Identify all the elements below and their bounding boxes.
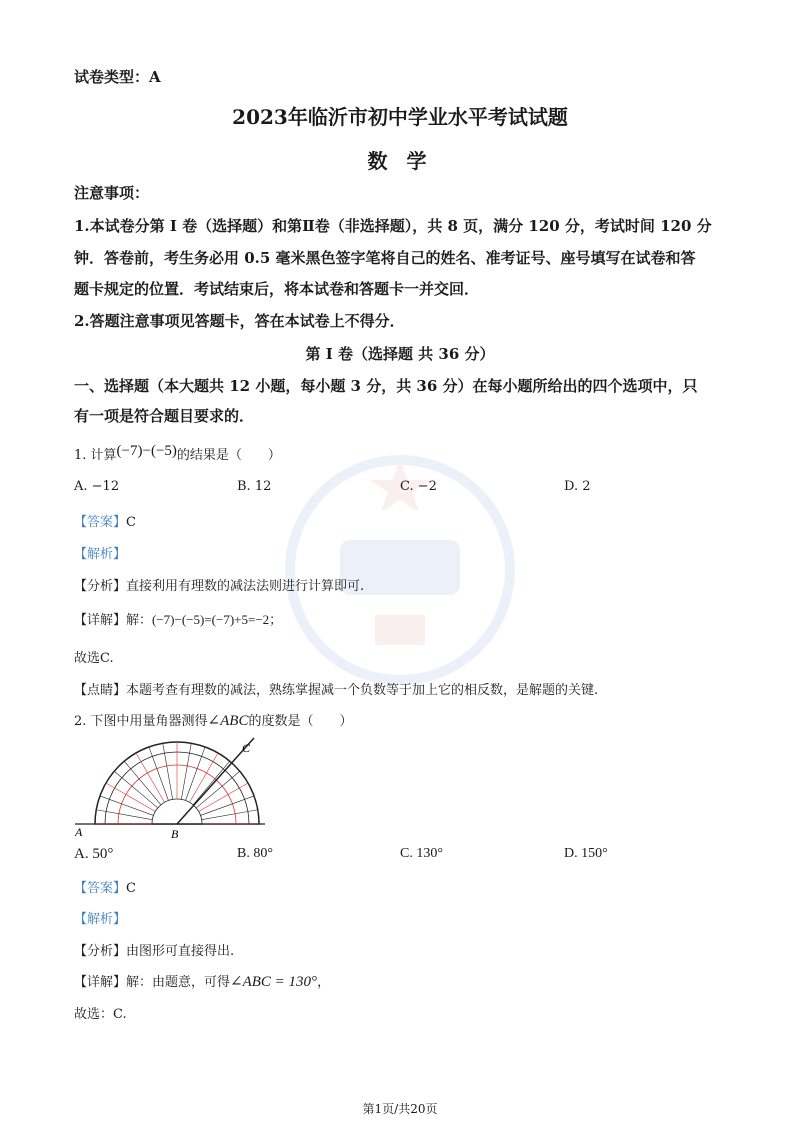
q2-prefix: 2. 下图中用量角器测得 <box>74 714 208 729</box>
q1-conclusion: 故选C. <box>74 651 114 666</box>
q1-fenxi: 直接利用有理数的减法法则进行计算即可. <box>126 579 365 594</box>
q1-option-d: D. 2 <box>564 479 591 494</box>
fenxi-tag: 【分析】 <box>74 579 127 594</box>
q2-answer: C <box>126 881 136 896</box>
notice-item1-line3: 题卡规定的位置．考试结束后，将本试卷和答题卡一并交回． <box>74 280 480 298</box>
q1-option-c: C. −2 <box>400 479 437 494</box>
q2-suffix: 的度数是（ ） <box>248 714 353 729</box>
q1-detail-line <box>74 609 282 628</box>
instructions-line1: 一、选择题（本大题共 12 小题，每小题 3 分，共 36 分）在每小题所给出的四个选项中，只 <box>74 377 698 395</box>
q2-fenxi-line <box>74 940 234 959</box>
q2-detail-line <box>74 971 330 991</box>
q1-answer-line <box>74 511 136 530</box>
q2-option-a: A. 50° <box>74 846 114 862</box>
notice-item1-line2: 钟．答卷前，考生务必用 0.5 毫米黑色签字笔将自己的姓名、准考证号、座号填写在试卷和答 <box>74 249 696 267</box>
paper-type: 试卷类型：A <box>74 68 161 86</box>
fenxi-tag: 【分析】 <box>74 944 127 959</box>
q1-prefix: 1. 计算 <box>74 448 117 463</box>
notice-item2: 2.答题注意事项见答题卡，答在本试卷上不得分． <box>74 312 405 330</box>
q2-option-c: C. 130° <box>400 846 443 861</box>
q2-detail-math: ∠ABC = 130° <box>230 974 318 990</box>
q1-analysis-tag: 【解析】 <box>74 547 127 562</box>
q2-fenxi: 由图形可直接得出. <box>126 944 235 959</box>
q2-detail-suffix: ， <box>317 975 331 990</box>
q1-comment: 本题考查有理数的减法，熟练掌握减一个负数等于加上它的相反数，是解题的关键. <box>126 683 599 698</box>
q1-comment-line <box>74 679 598 698</box>
answer-tag: 【答案】 <box>74 881 127 896</box>
label-b: B <box>171 827 179 841</box>
subject-title: 数 学 <box>367 149 433 173</box>
q2-analysis-tag: 【解析】 <box>74 912 127 927</box>
q2-stem <box>74 710 352 730</box>
notice-item1-line1: 1.本试卷分第 I 卷（选择题）和第Ⅱ卷（非选择题），共 8 页，满分 120 分，考试时间 120 分 <box>74 217 712 235</box>
page-footer: 第1页/共20页 <box>362 1102 438 1116</box>
detail-tag: 【详解】 <box>74 975 127 990</box>
q2-detail-prefix: 解：由题意，可得 <box>126 975 231 990</box>
protractor-figure <box>70 732 270 842</box>
q2-conclusion: 故选：C. <box>74 1007 127 1022</box>
q1-detail: 解：(−7)−(−5)=(−7)+5=−2； <box>126 612 283 627</box>
answer-tag: 【答案】 <box>74 515 127 530</box>
q2-answer-line <box>74 877 136 896</box>
q1-answer: C <box>126 515 136 530</box>
q2-option-b: B. 80° <box>237 846 273 861</box>
comment-tag: 【点睛】 <box>74 683 127 698</box>
q2-angle: ∠ABC <box>207 713 249 729</box>
label-a: A <box>75 825 83 839</box>
section-title: 第 I 卷（选择题 共 36 分） <box>305 345 495 363</box>
q1-stem <box>74 444 281 464</box>
label-c: C <box>242 741 251 755</box>
q2-option-d: D. 150° <box>564 846 608 861</box>
q1-expression: (−7)−(−5) <box>116 443 177 459</box>
page-title: 2023年临沂市初中学业水平考试试题 <box>232 105 568 129</box>
instructions-line2: 有一项是符合题目要求的． <box>74 407 255 425</box>
q1-option-a: A. −12 <box>74 479 120 494</box>
detail-tag: 【详解】 <box>74 613 127 628</box>
q1-option-b: B. 12 <box>237 479 272 494</box>
notice-heading: 注意事项： <box>74 184 150 202</box>
q1-fenxi-line <box>74 575 364 594</box>
q1-suffix: 的结果是（ ） <box>176 448 281 463</box>
